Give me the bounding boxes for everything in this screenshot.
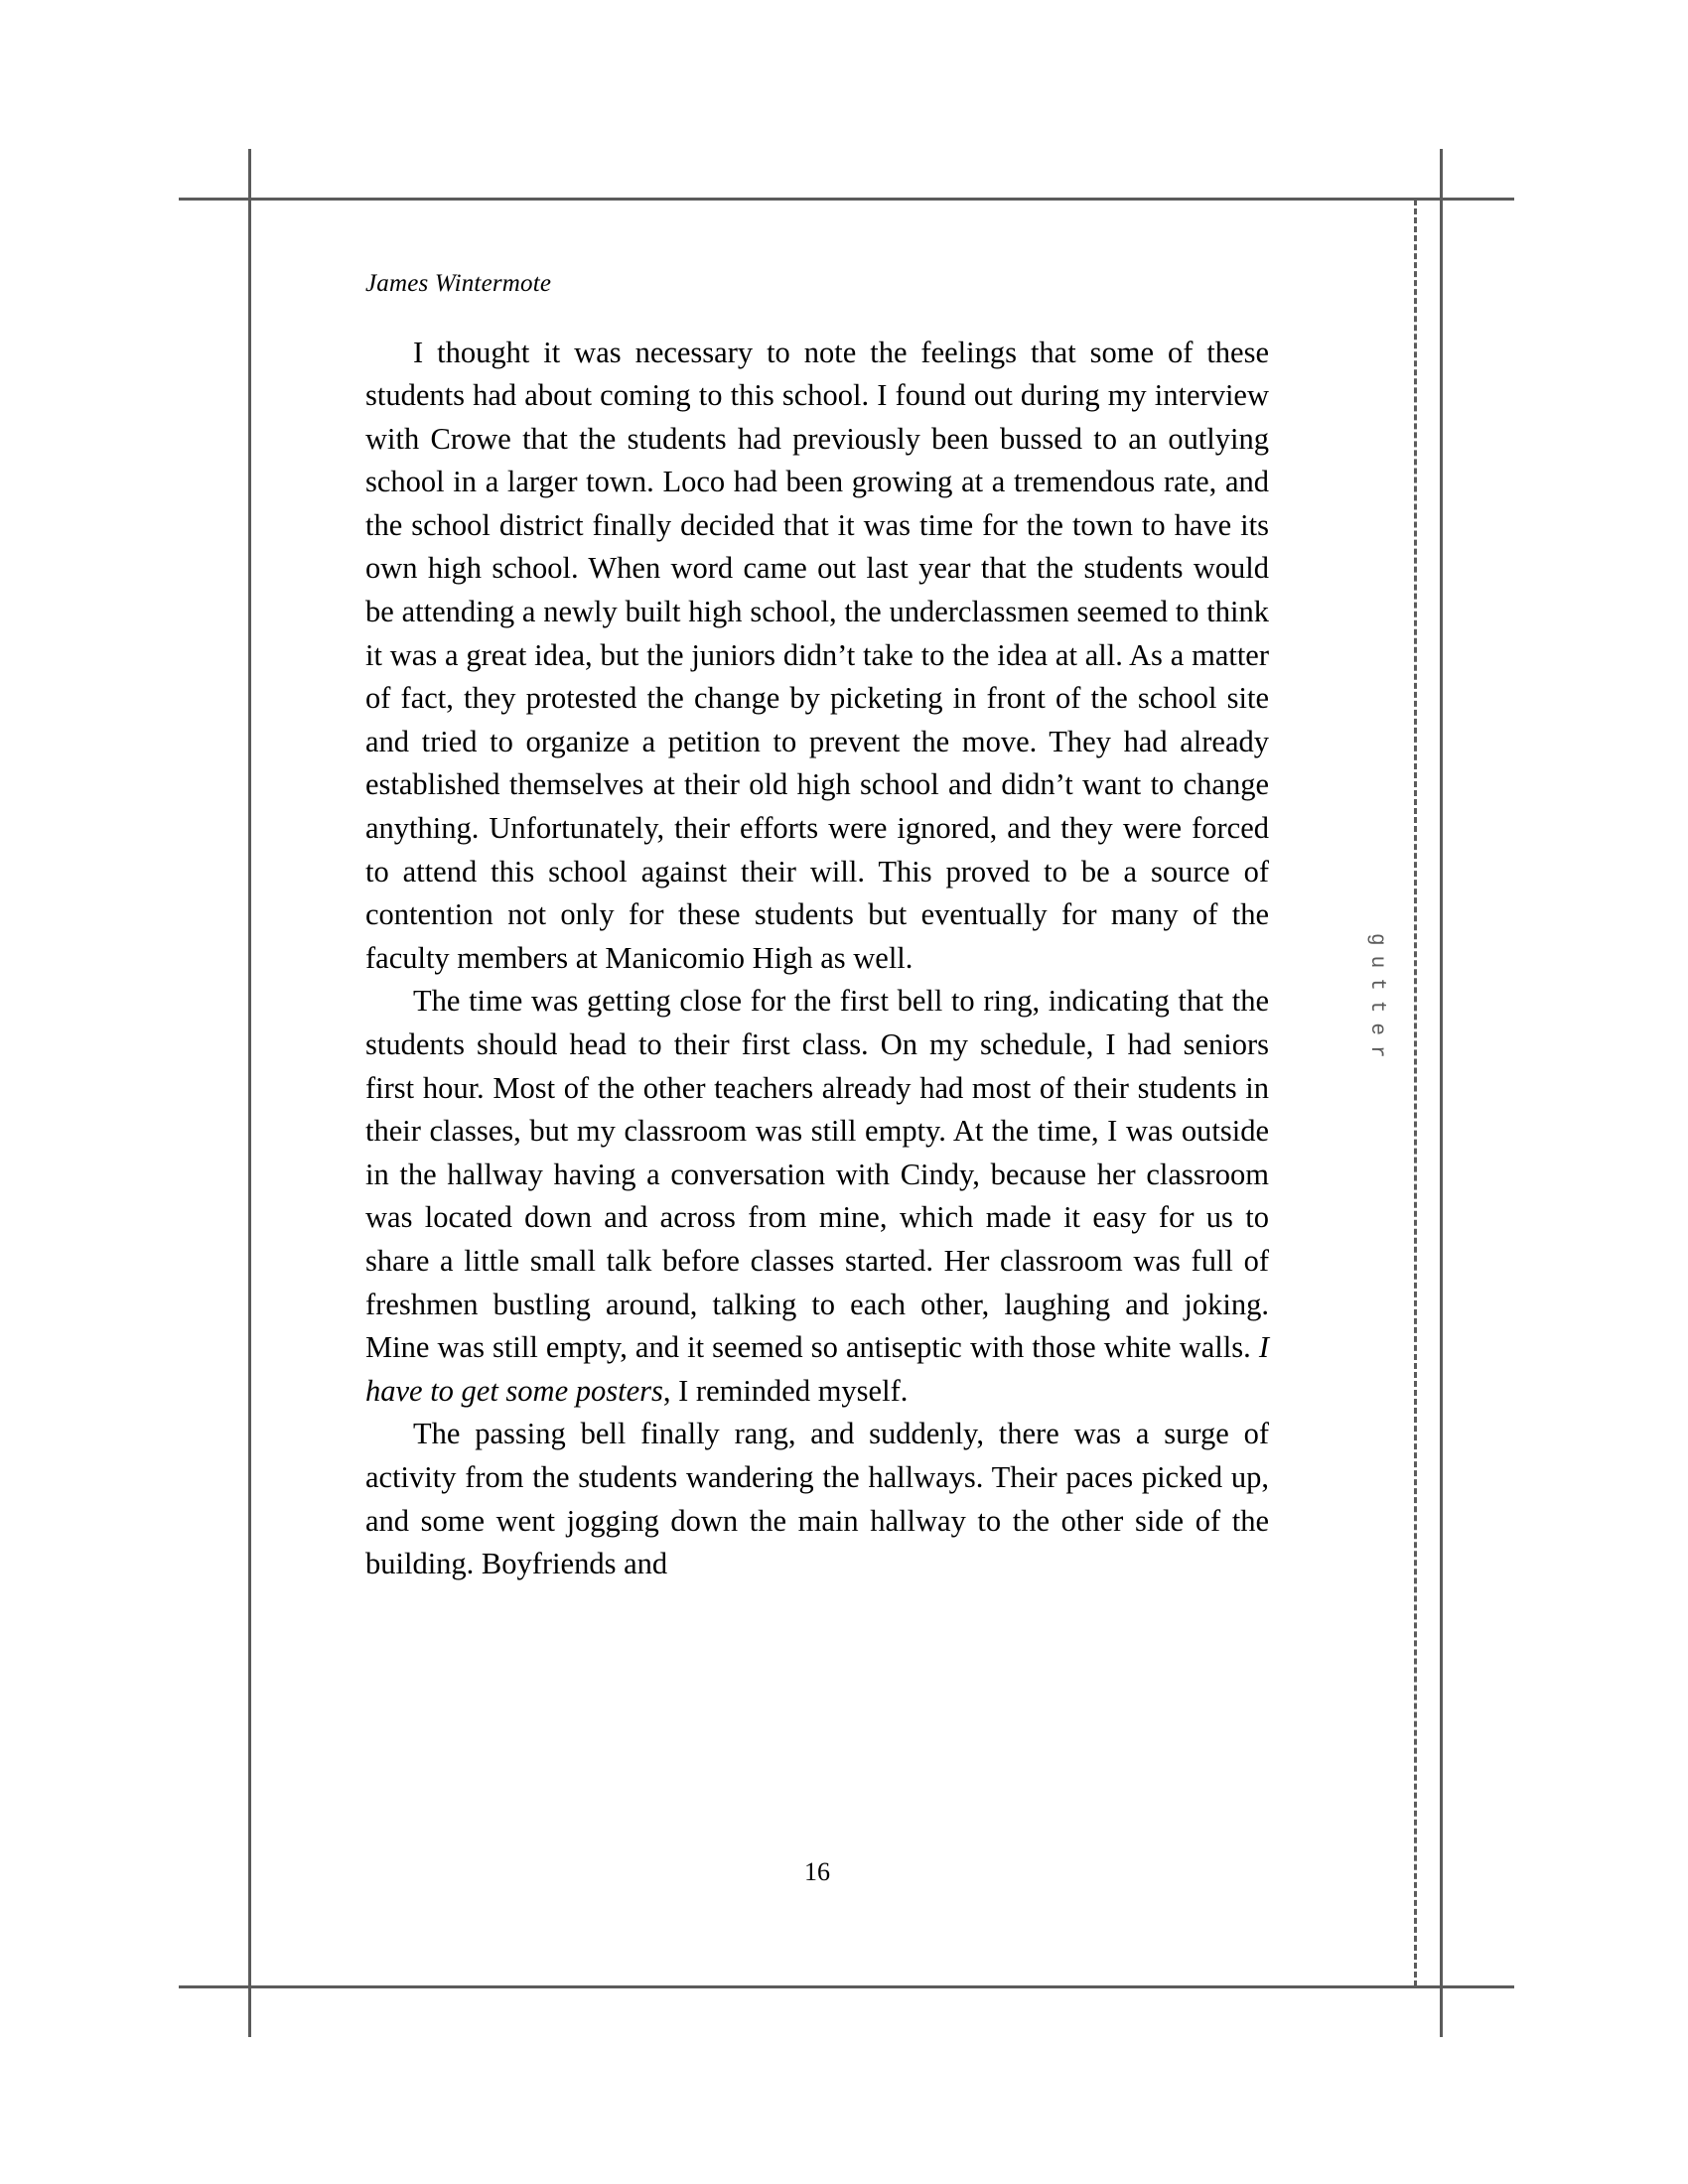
gutter-guide-line — [1414, 200, 1417, 1986]
crop-mark-top-right-horizontal — [1375, 198, 1514, 201]
gutter-label: gutter — [1365, 933, 1388, 1068]
paragraph-2-tail: , I reminded myself. — [662, 1373, 909, 1408]
trim-rule-bottom — [179, 1985, 1514, 1988]
crop-mark-bottom-left-horizontal — [179, 1985, 318, 1988]
crop-mark-bottom-right-horizontal — [1375, 1985, 1514, 1988]
trim-rule-right — [1440, 149, 1443, 2037]
running-head: James Wintermote — [365, 270, 552, 297]
paragraph-2-italic-phrase: I have to get some posters — [365, 1330, 1269, 1408]
trim-rule-top — [179, 198, 1514, 201]
body-paragraph-1: I thought it was necessary to note the feelings that some of these students had about coming to this school. I found out during my interview with Crowe that the students had previously been bussed to an outlying school in a larger town. Loco had been growing at a tremendous rate, and the school district finally decided that it was time for the town to have its own high school. When word came out last year that the students would be attending a newly built high school, the underclassmen seemed to think it was a great idea, but the juniors didn’t take to the idea at all. As a matter of fact, they protested the change by picketing in front of the school site and tried to organize a petition to prevent the move. They had already established themselves at their old high school and didn’t want to change anything. Unfortunately, their efforts were ignored, and they were forced to attend this school against their will. This proved to be a source of contention not only for these students but eventually for many of the faculty members at Manicomio High as well. — [365, 335, 1269, 975]
page-number: 16 — [804, 1857, 830, 1886]
trim-rule-left — [248, 149, 251, 2037]
body-paragraph-2 — [365, 980, 1269, 1413]
body-paragraph-3: The passing bell finally rang, and suddenly, there was a surge of activity from the students wandering the hallways. Their paces picked up, and some went jogging down the main hallway to the other side of the building. Boyfriends and — [365, 1417, 1269, 1581]
page-text-block — [365, 270, 1269, 1586]
paragraph-2-lead: The time was getting close for the first bell to ring, indicating that the students should head to their first class. On my schedule, I had seniors first hour. Most of the other teachers already had most of their students in their classes, but my classroom was still empty. At the time, I was outside in the hallway having a conversation with Cindy, because her classroom was located down and across from mine, which made it easy for us to share a little small talk before classes started. Her classroom was full of freshmen bustling around, talking to each other, laughing and joking. Mine was still empty, and it seemed so antiseptic with those white walls. — [365, 984, 1269, 1365]
crop-mark-top-left-horizontal — [179, 198, 318, 201]
